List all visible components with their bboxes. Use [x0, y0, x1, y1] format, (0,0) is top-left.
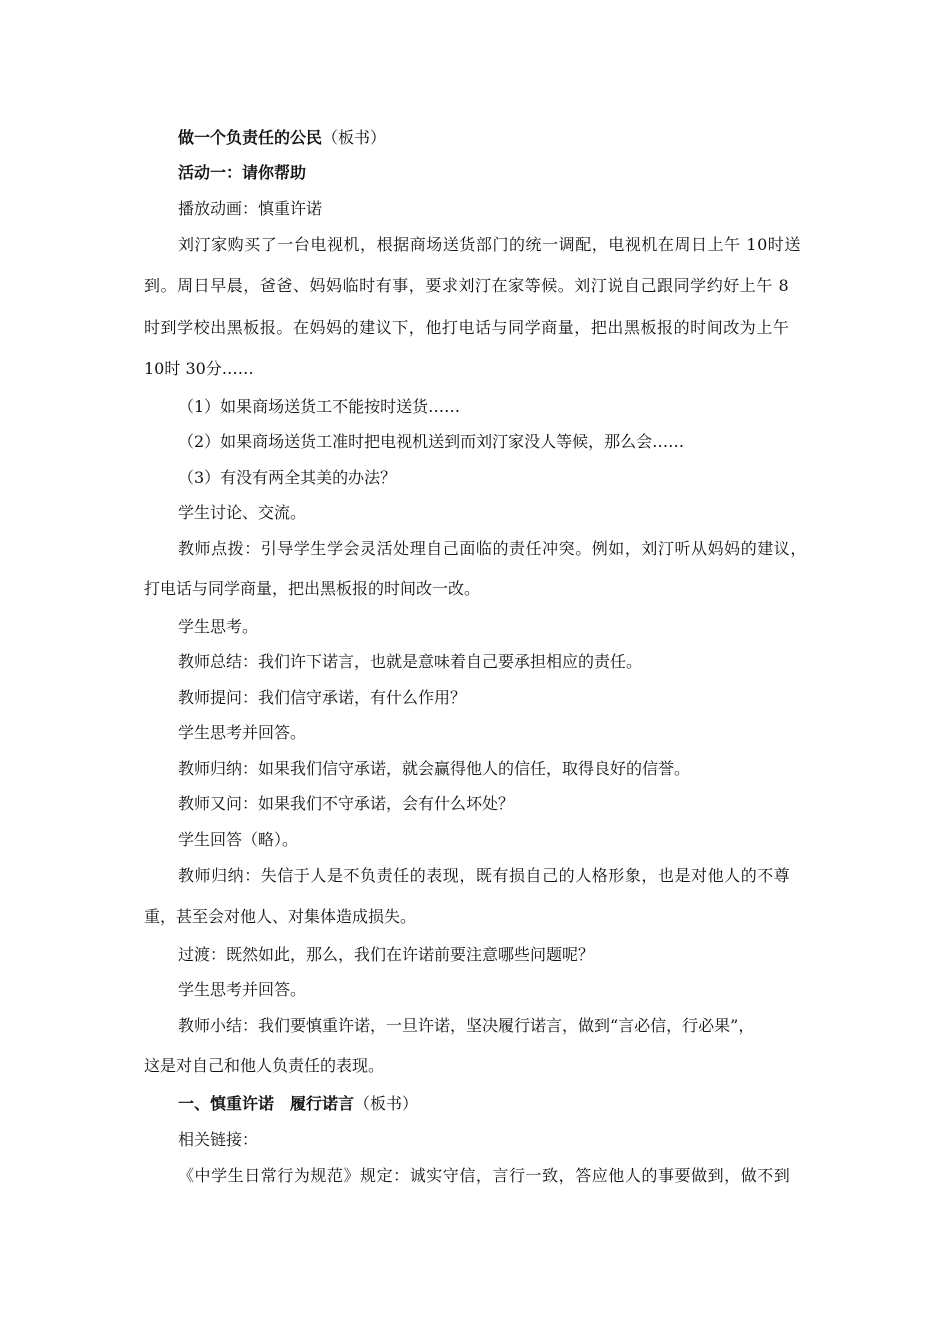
teacher-guide-line-1: 教师点拨：引导学生学会灵活处理自己面临的责任冲突。例如，刘汀听从妈妈的建议， [178, 539, 807, 558]
related-link-label: 相关链接： [178, 1130, 259, 1149]
teacher-summary-line: 教师总结：我们许下诺言，也就是意味着自己要承担相应的责任。 [178, 652, 643, 671]
teacher-ask-again-line: 教师又问：如果我们不守承诺，会有什么坏处？ [178, 794, 515, 813]
teacher-conclusion-line-2: 这是对自己和他人负责任的表现。 [144, 1056, 385, 1075]
story-line-4: 10时 30分…… [144, 359, 254, 378]
student-answer-line: 学生思考并回答。 [178, 723, 307, 742]
section-heading [0, 1094, 950, 1114]
student-reply-line: 学生回答（略）。 [178, 830, 299, 849]
section-board-note: （板书） [354, 1094, 419, 1113]
story-line-3: 时到学校出黑板报。在妈妈的建议下，他打电话与同学商量，把出黑板报的时间改为上午 [144, 318, 790, 337]
teacher-question-line: 教师提问：我们信守承诺，有什么作用？ [178, 688, 467, 707]
story-line-2: 到。周日早晨，爸爸、妈妈临时有事，要求刘汀在家等候。刘汀说自己跟同学约好上午 8 [144, 276, 790, 295]
play-animation-line: 播放动画：慎重许诺 [178, 199, 323, 218]
lesson-title: 做一个负责任的公民 [178, 128, 323, 147]
story-line-1: 刘汀家购买了一台电视机，根据商场送货部门的统一调配，电视机在周日上午 10时送 [178, 235, 801, 254]
section-title: 一、慎重许诺 履行诺言 [178, 1094, 355, 1113]
question-3: （3）有没有两全其美的办法？ [178, 468, 397, 487]
student-answer3-line: 学生思考并回答。 [178, 980, 307, 999]
question-2: （2）如果商场送货工准时把电视机送到而刘汀家没人等候，那么会…… [178, 432, 685, 451]
question-1: （1）如果商场送货工不能按时送货…… [178, 397, 461, 416]
student-think-line: 学生思考。 [178, 617, 259, 636]
activity-heading: 活动一：请你帮助 [178, 163, 307, 182]
code-of-conduct-line: 《中学生日常行为规范》规定：诚实守信，言行一致，答应他人的事要做到，做不到 [178, 1166, 791, 1185]
teacher-induction2-line-2: 重，甚至会对他人、对集体造成损失。 [144, 907, 417, 926]
discussion-line: 学生讨论、交流。 [178, 503, 307, 522]
board-note: （板书） [322, 128, 387, 147]
teacher-guide-line-2: 打电话与同学商量，把出黑板报的时间改一改。 [144, 579, 481, 598]
teacher-induction2-line-1: 教师归纳：失信于人是不负责任的表现，既有损自己的人格形象，也是对他人的不尊 [178, 866, 791, 885]
lesson-heading [0, 128, 950, 148]
teacher-induction-line: 教师归纳：如果我们信守承诺，就会赢得他人的信任，取得良好的信誉。 [178, 759, 691, 778]
teacher-conclusion-line-1: 教师小结：我们要慎重许诺，一旦许诺，坚决履行诺言，做到“言必信，行必果”， [178, 1016, 755, 1035]
transition-line: 过渡：既然如此，那么，我们在许诺前要注意哪些问题呢？ [178, 945, 595, 964]
